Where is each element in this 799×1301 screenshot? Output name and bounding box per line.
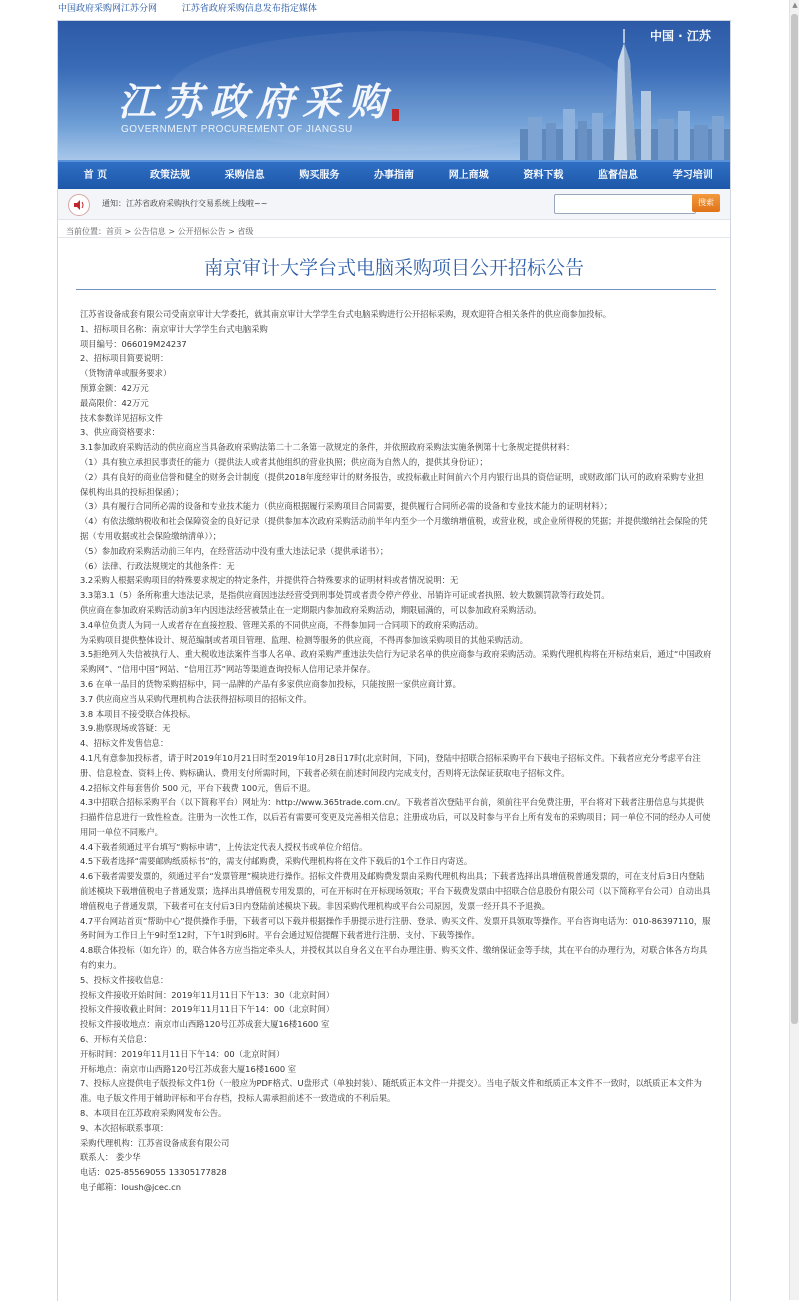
notice-bar bbox=[58, 189, 730, 220]
article-paragraph: 4.8联合体投标（如允许）的，联合体各方应当指定牵头人，并授权其以自身名义在平台办理注册、购买文件、缴纳保证金等手续，其在平台的办理行为，对联合体各方均具有约束力。 bbox=[80, 945, 708, 971]
nav-training[interactable]: 学习培训 bbox=[672, 170, 713, 181]
article-paragraph: 3.3第3.1（5）条所称重大违法记录，是指供应商因违法经营受到刑事处罚或者责令停产停业、吊销许可证或者执照、较大数额罚款等行政处罚。 bbox=[80, 590, 610, 601]
article-paragraph: 3.8 本项目不接受联合体投标。 bbox=[80, 708, 196, 719]
search-button[interactable]: 搜索 bbox=[692, 194, 720, 212]
nav-online-mall[interactable]: 网上商城 bbox=[448, 170, 489, 181]
article-paragraph: （货物清单或服务要求） bbox=[80, 368, 172, 379]
banner-region: 中国 · 江苏 bbox=[650, 29, 711, 43]
article-paragraph: 为采购项目提供整体设计、规范编制或者项目管理、监理、检测等服务的供应商，不得再参加该采购项目的其他采购活动。 bbox=[80, 634, 529, 645]
top-link-ccgp-jiangsu[interactable]: 中国政府采购网江苏分网 bbox=[58, 4, 158, 14]
nav-home[interactable]: 首 页 bbox=[83, 170, 108, 181]
page-frame bbox=[57, 20, 731, 1301]
top-link-bar bbox=[0, 0, 799, 20]
article-paragraph: 最高限价：42万元 bbox=[80, 397, 149, 408]
article-paragraph: 8、本项目在江苏政府采购网发布公告。 bbox=[80, 1108, 227, 1119]
article-paragraph: 4.5下载者选择“需要邮购纸质标书”的，需支付邮购费，采购代理机构将在文件下载后的1个工作日内寄送。 bbox=[80, 856, 473, 867]
breadcrumb: 当前位置：首页 > 公告信息 > 公开招标公告 > 省级 bbox=[66, 227, 254, 236]
article-paragraph: 9、本次招标联系事项： bbox=[80, 1122, 169, 1133]
article-body bbox=[80, 307, 712, 1195]
article-paragraph: （5）参加政府采购活动前三年内，在经营活动中没有重大违法记录（提供承诺书）； bbox=[80, 545, 389, 556]
nav-policy[interactable]: 政策法规 bbox=[150, 170, 190, 181]
article-paragraph: 供应商在参加政府采购活动前3年内因违法经营被禁止在一定期限内参加政府采购活动，期限届满的，可以参加政府采购活动。 bbox=[80, 604, 542, 615]
article-paragraph: 4.4下载者须通过平台填写“购标申请”，上传法定代表人授权书或单位介绍信。 bbox=[80, 841, 368, 852]
nav-procurement-info[interactable]: 采购信息 bbox=[224, 170, 265, 181]
article-paragraph: 技术参数详见招标文件 bbox=[80, 412, 163, 423]
speaker-icon bbox=[68, 194, 90, 216]
article-paragraph: 电话：025-85569055 13305177828 bbox=[80, 1167, 227, 1178]
article-paragraph: （6）法律、行政法规规定的其他条件：无 bbox=[80, 560, 235, 571]
article-paragraph: 3.6 在单一品目的货物采购招标中，同一品牌的产品有多家供应商参加投标，只能按照一家供应商计算。 bbox=[80, 678, 461, 689]
vertical-scrollbar[interactable] bbox=[789, 0, 799, 1300]
article-paragraph: 2、招标项目简要说明： bbox=[80, 353, 169, 364]
top-link-designated-media[interactable]: 江苏省政府采购信息发布指定媒体 bbox=[181, 4, 317, 14]
article-paragraph: 投标文件接收开始时间：2019年11月11日下午13：30（北京时间） bbox=[80, 989, 335, 1000]
article-paragraph: 采购代理机构：江苏省设备成套有限公司 bbox=[80, 1137, 230, 1148]
article-paragraph: 3.4单位负责人为同一人或者存在直接控股、管理关系的不同供应商，不得参加同一合同项下的政府采购活动。 bbox=[80, 619, 484, 630]
article-paragraph: 4.3中招联合招标采购平台（以下简称平台）网址为：http://www.365trade.com.cn/。下载者首次登陆平台前，须前往平台免费注册，平台将对下载者注册信息与其提供扫描件信息进行一致性检查。注册为一次性工作，以后若有需要可变更及完善相关信息；注册成功后，可以及时参与平台上所有发布的采购项目；同一单位不同的经办人可使用同一单位不同账户。 bbox=[80, 797, 711, 837]
article-paragraph: 4、招标文件发售信息： bbox=[80, 738, 169, 749]
search-input[interactable] bbox=[554, 194, 696, 214]
article-paragraph: 3.9.勘察现场或答疑：无 bbox=[80, 723, 171, 734]
article-paragraph: 预算金额：42万元 bbox=[80, 382, 149, 393]
banner-subtitle: GOVERNMENT PROCUREMENT OF JIANGSU bbox=[121, 124, 353, 135]
page-title: 南京审计大学台式电脑采购项目公开招标公告 bbox=[203, 257, 584, 279]
banner-logo-text: 江苏政府采购 bbox=[118, 79, 395, 124]
article-paragraph: 开标时间：2019年11月11日下午14：00（北京时间） bbox=[80, 1048, 285, 1059]
nav-guide[interactable]: 办事指南 bbox=[374, 170, 415, 181]
article-paragraph: 4.2招标文件每套售价 500 元，平台下载费 100元，售后不退。 bbox=[80, 782, 316, 793]
article-paragraph: （1）具有独立承担民事责任的能力（提供法人或者其他组织的营业执照；供应商为自然人的，提供其身份证）； bbox=[80, 456, 488, 467]
title-divider bbox=[76, 289, 716, 290]
article-paragraph: 5、投标文件接收信息： bbox=[80, 974, 169, 985]
nav-downloads[interactable]: 资料下载 bbox=[523, 170, 564, 181]
site-banner bbox=[58, 21, 730, 160]
article-paragraph: 1、招标项目名称：南京审计大学学生台式电脑采购 bbox=[80, 323, 268, 334]
article-paragraph: 3.2采购人根据采购项目的特殊要求规定的特定条件，并提供符合特殊要求的证明材料或者情况说明：无 bbox=[80, 575, 459, 586]
article-paragraph: 7、投标人应提供电子版投标文件1份（一般应为PDF格式、U盘形式（单独封装）、随纸质正本文件一并提交）。当电子版文件和纸质正本文件不一致时，以纸质正本文件为准。电子版文件用于辅助评标和平台存档，投标人需承担前述不一致造成的不利后果。 bbox=[80, 1078, 702, 1104]
article-paragraph: 4.1凡有意参加投标者，请于时2019年10月21日时至2019年10月28日17时(北京时间，下同)，登陆中招联合招标采购平台下载电子招标文件。下载者应充分考虑平台注册、信息检查、资料上传、购标确认、费用支付所需时间，下载者必须在前述时间段内完成支付，否则将无法保证获取电子招标文件。 bbox=[80, 752, 701, 778]
article-paragraph: 4.7平台网站首页“帮助中心”提供操作手册，下载者可以下载并根据操作手册提示进行注册、登录、购买文件、发票开具领取等操作。平台咨询电话为：010-86397110，服务时间为工作日上午9时至12时，下午1时到6时。平台会通过短信提醒下载者进行注册、支付、下载等操作。 bbox=[80, 915, 711, 941]
divider bbox=[58, 237, 730, 238]
article-paragraph: 3.5拒绝列入失信被执行人、重大税收违法案件当事人名单、政府采购严重违法失信行为记录名单的供应商参与政府采购活动。采购代理机构将在开标结束后，通过“中国政府采购网”、“信用中国”网站、“信用江苏”网站等渠道查询投标人信用记录并保存。 bbox=[80, 649, 712, 675]
article-paragraph: （4）有依法缴纳税收和社会保障资金的良好记录（提供参加本次政府采购活动前半年内至少一个月缴纳增值税，或营业税，或企业所得税的凭据；并提供缴纳社会保险的凭据（专用收据或社会保险缴纳清单））； bbox=[80, 516, 708, 541]
scroll-thumb[interactable] bbox=[791, 14, 798, 1024]
nav-purchase-services[interactable]: 购买服务 bbox=[299, 170, 340, 181]
article-paragraph: 3、供应商资格要求： bbox=[80, 427, 160, 438]
article-paragraph: 项目编号：066019M24237 bbox=[80, 338, 187, 349]
notice-text[interactable]: 通知：江苏省政府采购执行交易系统上线啦~~ bbox=[102, 199, 268, 208]
article-paragraph: 4.6下载者需要发票的，须通过平台“发票管理”模块进行操作。招标文件费用及邮购费发票由采购代理机构出具；下载者选择出具增值税普通发票的，可在支付后3日内登陆前述模块下载增值税电子普通发票；选择出具增值税专用发票的，可在开标时在开标现场领取；平台下载费发票由中招联合信息股份有限公司（以下简称平台公司）自动出具增值税电子普通发票，下载者可在支付后3日内登陆前述模块下载。非因采购代理机构或平台公司原因，发票一经开具不予退换。 bbox=[80, 871, 711, 911]
article-paragraph: 电子邮箱：loush@jcec.cn bbox=[80, 1182, 181, 1193]
article-paragraph: 联系人： 娄少华 bbox=[80, 1152, 141, 1163]
nav-supervision[interactable]: 监督信息 bbox=[598, 170, 639, 181]
main-nav bbox=[58, 160, 730, 189]
article-paragraph: 3.7 供应商应当从采购代理机构合法获得招标项目的招标文件。 bbox=[80, 693, 312, 704]
article-paragraph: 江苏省设备成套有限公司受南京审计大学委托，就其南京审计大学学生台式电脑采购进行公开招标采购，现欢迎符合相关条件的供应商参加投标。 bbox=[80, 309, 612, 319]
article-paragraph: （3）具有履行合同所必需的设备和专业技术能力（供应商根据履行采购项目合同需要，提供履行合同所必需的设备和专业技术能力的证明材料）； bbox=[80, 501, 613, 512]
article-paragraph: 开标地点：南京市山西路120号江苏成套大厦16楼1600 室 bbox=[80, 1063, 297, 1074]
article-paragraph: （2）具有良好的商业信誉和健全的财务会计制度（提供2018年度经审计的财务报告，或投标截止时间前六个月内银行出具的资信证明，或财政部门认可的政府采购专业担保机构出具的投标担保函）； bbox=[80, 471, 704, 497]
article-paragraph: 投标文件接收地点：南京市山西路120号江苏成套大厦16楼1600 室 bbox=[80, 1019, 330, 1030]
article-paragraph: 3.1参加政府采购活动的供应商应当具备政府采购法第二十二条第一款规定的条件，并依照政府采购法实施条例第十七条规定提供材料： bbox=[80, 442, 575, 453]
article-paragraph: 6、开标有关信息： bbox=[80, 1034, 152, 1045]
article-paragraph: 投标文件接收截止时间：2019年11月11日下午14：00（北京时间） bbox=[80, 1004, 335, 1015]
scroll-up-arrow-icon[interactable]: ▲ bbox=[792, 1, 798, 9]
